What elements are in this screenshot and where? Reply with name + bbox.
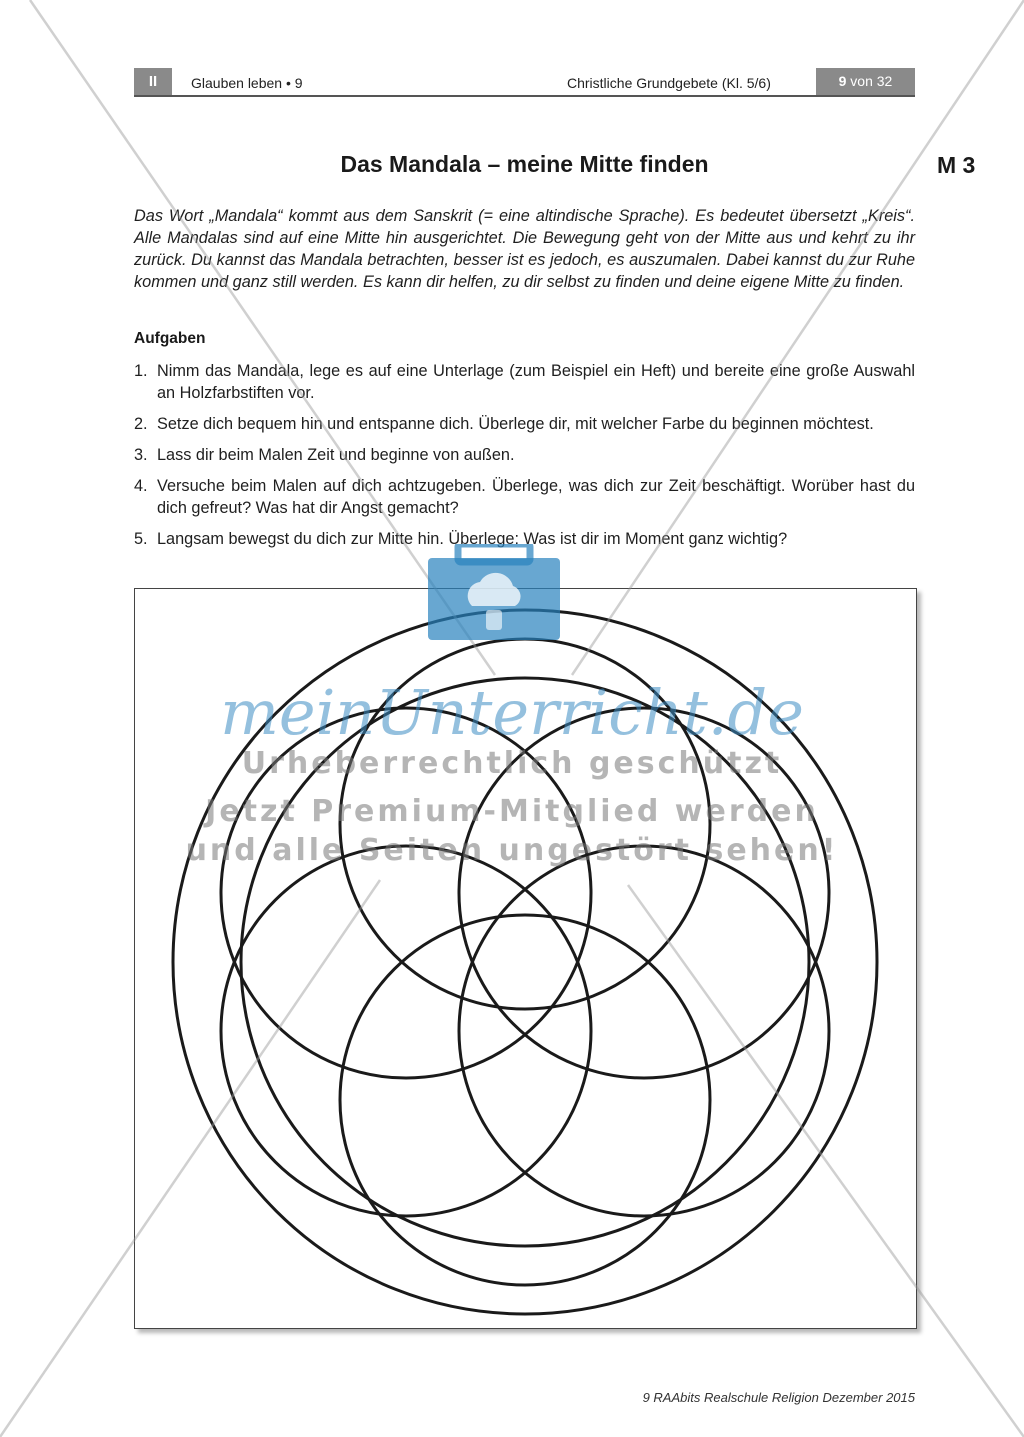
task-text: Lass dir beim Malen Zeit und beginne von außen.: [157, 446, 515, 464]
watermark-line-1: Urheberrechtlich geschützt: [241, 746, 783, 781]
intro-paragraph: Das Wort „Mandala“ kommt aus dem Sanskrit (= eine altindische Sprache). Es bedeutet übersetzt „Kreis“. Alle Mandalas sind auf eine Mitte hin ausgerichtet. Die Bewegung geht von der Mitte aus und kehrt zu ihr zurück. Du kannst das Mandala betrachten, besser ist es jedoch, es auszumalen. Dabei kannst du zur Ruhe kommen und ganz still werden. Es kann dir helfen, zu dir selbst zu finden und deine eigene Mitte zu finden.: [134, 207, 915, 291]
section-tag: II: [134, 68, 172, 95]
task-number: 2.: [134, 415, 148, 433]
mandala-frame: [134, 588, 917, 1329]
mandala-petal-lower-right: [459, 846, 829, 1216]
watermark-line-3: und alle Seiten ungestört sehen!: [185, 833, 839, 868]
task-item: [134, 413, 915, 435]
mandala-drawing: [135, 589, 916, 1328]
page-current: 9: [838, 73, 847, 89]
task-item: [134, 444, 915, 466]
page-indicator: [816, 68, 915, 95]
task-number: 1.: [134, 362, 148, 380]
mandala-petal-top: [340, 639, 710, 1009]
mandala-petal-upper-right: [459, 708, 829, 1078]
task-text: Nimm das Mandala, lege es auf eine Unterlage (zum Beispiel ein Heft) und bereite eine große Auswahl an Holzfarbstiften vor.: [157, 362, 915, 402]
watermark-brand: meinUnterricht.de: [220, 676, 804, 749]
material-number: M 3: [937, 152, 976, 178]
task-number: 4.: [134, 477, 148, 495]
tasks-heading: Aufgaben: [134, 330, 206, 347]
page-footer: 9 RAAbits Realschule Religion Dezember 2015: [642, 1390, 915, 1405]
task-list: [134, 360, 915, 559]
mandala-petal-lower-left: [221, 846, 591, 1216]
task-item: [134, 360, 915, 404]
task-item: [134, 475, 915, 519]
mandala-petal-upper-left: [221, 708, 591, 1078]
header-left-title: Glauben leben • 9: [191, 75, 303, 91]
header-middle-title: Christliche Grundgebete (Kl. 5/6): [567, 75, 771, 91]
mandala-center-circle: [241, 678, 809, 1246]
task-text: Langsam bewegst du dich zur Mitte hin. Überlege: Was ist dir im Moment ganz wichtig?: [157, 530, 788, 548]
task-number: 5.: [134, 530, 148, 548]
page-rest: von 32: [846, 73, 893, 89]
page-title: Das Mandala – meine Mitte finden: [340, 151, 709, 177]
task-text: Versuche beim Malen auf dich achtzugeben. Überlege, was dich zur Zeit beschäftigt. Worüber hast du dich gefreut? Was hat dir Angst gemacht?: [157, 477, 915, 517]
task-number: 3.: [134, 446, 148, 464]
task-item: [134, 528, 915, 550]
page-header: [134, 68, 915, 97]
task-text: Setze dich bequem hin und entspanne dich. Überlege dir, mit welcher Farbe du beginnen möchtest.: [157, 415, 874, 433]
mandala-outer-circle: [173, 610, 877, 1314]
mandala-petal-bottom: [340, 915, 710, 1285]
watermark-line-2: Jetzt Premium-Mitglied werden: [205, 794, 819, 829]
